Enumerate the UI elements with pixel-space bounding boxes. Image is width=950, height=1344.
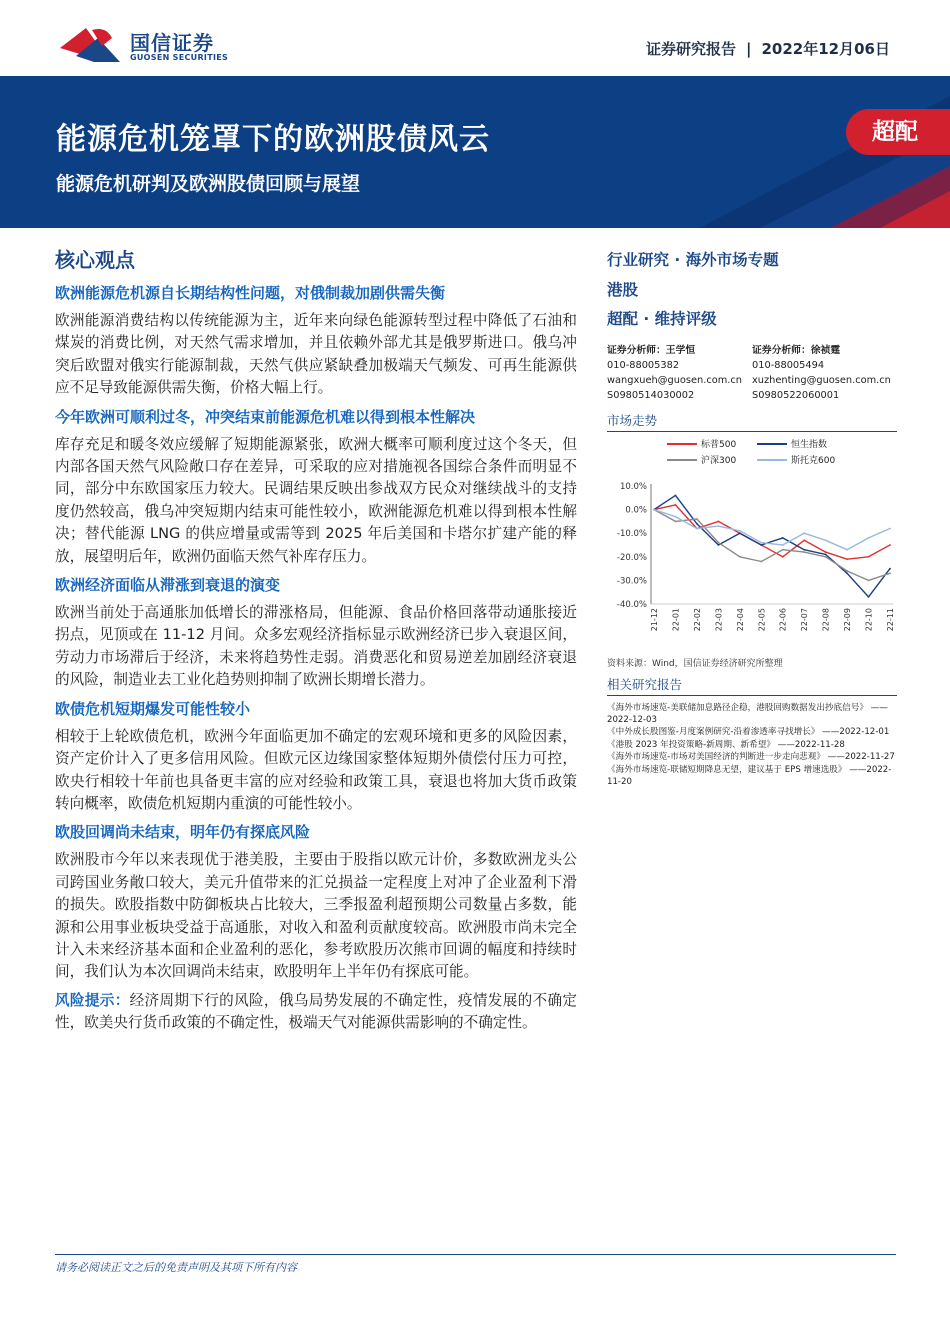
- x-tick-label: 22-07: [800, 607, 810, 631]
- analyst-name: 王学恒: [665, 344, 696, 356]
- logo-text-en: GUOSEN SECURITIES: [130, 53, 229, 62]
- y-tick-label: 0.0%: [625, 505, 647, 516]
- data-point: [782, 537, 784, 539]
- data-point: [846, 548, 848, 550]
- related-reports-title: 相关研究报告: [607, 675, 897, 696]
- related-report-item[interactable]: 《海外市场速览-联储短期降息无望，建议基于 EPS 增速选股》 ——2022-11-20: [607, 764, 892, 787]
- data-point: [889, 567, 891, 569]
- data-point: [868, 555, 870, 557]
- legend-label: 恒生指数: [791, 439, 828, 450]
- data-point: [868, 537, 870, 539]
- analyst-phone: 010-88005382: [607, 359, 680, 371]
- legend-label: 沪深300: [701, 455, 737, 466]
- data-point: [717, 544, 719, 546]
- data-point: [846, 570, 848, 572]
- analyst-phone: 010-88005494: [752, 359, 825, 371]
- x-tick-label: 22-04: [735, 607, 745, 631]
- core-title: 核心观点: [55, 248, 135, 272]
- core-viewpoints: [55, 244, 577, 1041]
- data-point: [760, 541, 762, 543]
- section-heading: 今年欧洲可顺利过冬，冲突结束前能源危机难以得到根本性解决: [55, 407, 476, 426]
- rating-badge: 超配: [846, 109, 950, 155]
- data-point: [889, 544, 891, 546]
- data-point: [846, 572, 848, 574]
- data-point: [739, 555, 741, 557]
- analyst-cert: S0980514030002: [607, 389, 695, 401]
- analyst-block: [607, 343, 897, 411]
- data-point: [696, 527, 698, 529]
- data-point: [696, 518, 698, 520]
- data-point: [739, 529, 741, 531]
- market-trend-title: 市场走势: [607, 411, 897, 432]
- data-point: [696, 522, 698, 524]
- data-point: [739, 532, 741, 534]
- chart-source: 资料来源：Wind，国信证券经济研究所整理: [607, 658, 783, 669]
- title-banner: [0, 76, 950, 228]
- data-point: [889, 527, 891, 529]
- market-chart: [607, 438, 897, 650]
- logo-text-cn: 国信证券: [130, 31, 214, 55]
- data-point: [675, 494, 677, 496]
- y-tick-label: 10.0%: [619, 481, 647, 492]
- analyst-label: 证券分析师：: [607, 344, 666, 356]
- data-point: [868, 596, 870, 598]
- risk-label: 风险提示：: [55, 991, 130, 1009]
- risk-warning: [55, 990, 577, 1035]
- report-type: 证券研究报告: [646, 40, 737, 58]
- data-point: [803, 551, 805, 553]
- x-tick-label: 22-03: [714, 607, 724, 631]
- y-tick-label: -30.0%: [616, 575, 647, 586]
- y-tick-label: -20.0%: [616, 552, 647, 563]
- analyst-name: 徐祯霆: [810, 344, 841, 356]
- x-tick-label: 22-08: [821, 607, 831, 631]
- industry-tag: 行业研究 · 海外市场专题: [607, 251, 779, 269]
- related-report-item[interactable]: 《海外市场速览-美联储加息路径企稳，港股回购数据发出抄底信号》 ——2022-12-03: [607, 702, 888, 725]
- x-tick-label: 21-12: [650, 607, 659, 631]
- data-point: [717, 520, 719, 522]
- x-tick-label: 22-10: [864, 607, 874, 631]
- y-tick-label: -10.0%: [616, 528, 647, 539]
- report-meta: [646, 38, 890, 59]
- data-point: [782, 555, 784, 557]
- related-report-item[interactable]: 《中外成长股图鉴-月度案例研究-沿着渗透率寻找增长》 ——2022-12-01: [607, 727, 890, 738]
- data-point: [889, 572, 891, 574]
- data-point: [675, 520, 677, 522]
- section-body: 欧洲能源消费结构以传统能源为主，近年来向绿色能源转型过程中降低了石油和煤炭的消费比例，对天然气需求增加，并且依赖外部尤其是俄罗斯进口。俄乌冲突后欧盟对俄实行能源制裁，天然气供应紧缺叠加极端天气频发、可再生能源供应不足导致能源供需失衡，价格大幅上行。: [55, 312, 577, 397]
- analyst-email[interactable]: xuzhenting@guosen.com.cn: [752, 374, 891, 386]
- company-logo: [56, 24, 231, 68]
- x-tick-label: 22-11: [886, 607, 895, 631]
- report-subtitle: 能源危机研判及欧洲股债回顾与展望: [56, 173, 361, 195]
- related-report-item[interactable]: 《海外市场速览-市场对美国经济的判断进一步走向悲观》 ——2022-11-27: [607, 752, 895, 763]
- section-heading: 欧股回调尚未结束，明年仍有探底风险: [55, 823, 311, 842]
- section-heading: 欧债危机短期爆发可能性较小: [55, 699, 251, 718]
- top-header: [0, 0, 950, 76]
- analyst-label: 证券分析师：: [752, 344, 811, 356]
- rating-tag: 超配 · 维持评级: [607, 310, 717, 328]
- data-point: [803, 539, 805, 541]
- x-tick-label: 22-05: [757, 607, 767, 631]
- analyst-cert: S0980522060001: [752, 389, 840, 401]
- related-reports-list: [607, 702, 897, 789]
- report-date: 2022年12月06日: [761, 40, 890, 58]
- section-body: 库存充足和暖冬效应缓解了短期能源紧张，欧洲大概率可顺利度过这个冬天，但内部各国天然气风险敞口存在差异，可采取的应对措施视各国综合条件而明显不同，部分中东欧国家压力较大。民调结果反映出参战双方民众对继续战斗的支持度仍然较高，俄乌冲突短期内结束可能性较小，欧洲能源危机难以得到根本性解决；替代能源 LNG 的供应增量或需等到 2025 年后美国和卡塔尔扩建产能的释放，展望明后年，欧洲仍面临天然气补库存压力。: [55, 435, 577, 565]
- section-body: 欧洲股市今年以来表现优于港美股，主要由于股指以欧元计价，多数欧洲龙头公司跨国业务敞口较大，美元升值带来的汇兑损益一定程度上对冲了企业盈利下滑的损失。欧股指数中防御板块占比较大，三季报盈利超预期公司数量占多数，能源和公用事业板块受益于高通胀，对收入和盈利贡献度较高。欧洲股市尚未完全计入未来经济基本面和企业盈利的恶化，参考欧股历次熊市回调的幅度和持续时间，我们认为本次回调尚未结束，欧股明年上半年仍有探底可能。: [55, 851, 577, 981]
- data-point: [675, 515, 677, 517]
- data-point: [825, 539, 827, 541]
- data-point: [760, 544, 762, 546]
- data-point: [825, 553, 827, 555]
- legend-label: 标普500: [701, 439, 737, 450]
- analyst-card: [607, 343, 742, 403]
- data-point: [825, 551, 827, 553]
- meta-separator: |: [746, 40, 752, 58]
- data-point: [868, 579, 870, 581]
- data-point: [675, 503, 677, 505]
- analyst-card: [752, 343, 891, 403]
- section-body: 相较于上轮欧债危机，欧洲今年面临更加不确定的宏观环境和更多的风险因素，资产定价计入了更多信用风险。但欧元区边缘国家整体短期外债偿付压力可控，欧央行相较十年前也具备更丰富的应对经验和政策工具，衰退也将加大货币政策转向概率，欧债危机短期内重演的可能性较小。: [55, 727, 577, 812]
- data-point: [846, 558, 848, 560]
- data-point: [653, 508, 655, 510]
- data-point: [803, 548, 805, 550]
- data-point: [782, 548, 784, 550]
- guosen-logo-icon: [56, 24, 126, 68]
- data-point: [717, 541, 719, 543]
- x-tick-label: 22-02: [692, 607, 702, 631]
- footer-divider: [55, 1254, 896, 1255]
- series-line-斯托克600: [654, 509, 890, 549]
- section-body: 欧洲当前处于高通胀加低增长的滞涨格局，但能源、食品价格回落带动通胀接近拐点，见顶或在 11-12 月间。众多宏观经济指标显示欧洲经济已步入衰退区间，劳动力市场滞后于经济，未来将趋势性走弱。消费恶化和贸易逆差加剧经济衰退的风险，制造业去工业化趋势则抑制了欧洲长期增长潜力。: [55, 604, 577, 689]
- risk-body: 经济周期下行的风险，俄乌局势发展的不确定性，疫情发展的不确定性，欧美央行货币政策的不确定性，极端天气对能源供需影响的不确定性。: [55, 991, 577, 1032]
- data-point: [782, 544, 784, 546]
- section-heading: 欧洲能源危机源自长期结构性问题，对俄制裁加剧供需失衡: [55, 284, 446, 302]
- y-tick-label: -40.0%: [616, 599, 647, 610]
- data-point: [825, 555, 827, 557]
- market-tag: 港股: [607, 280, 639, 299]
- x-tick-label: 22-09: [843, 607, 853, 631]
- related-report-item[interactable]: 《港股 2023 年投资策略-新周期、新希望》 ——2022-11-28: [607, 739, 845, 750]
- data-point: [803, 532, 805, 534]
- legend-label: 斯托克600: [791, 455, 836, 466]
- analyst-email[interactable]: wangxueh@guosen.com.cn: [607, 374, 742, 386]
- market-chart-svg: [607, 438, 897, 650]
- data-point: [717, 525, 719, 527]
- data-point: [760, 560, 762, 562]
- sidebar: [607, 248, 897, 788]
- report-title: 能源危机笼罩下的欧洲股债风云: [56, 122, 490, 157]
- x-tick-label: 22-06: [778, 607, 788, 631]
- x-tick-label: 22-01: [671, 607, 681, 631]
- section-heading: 欧洲经济面临从滞涨到衰退的演变: [55, 576, 281, 595]
- footer-disclaimer: 请务必阅读正文之后的免责声明及其项下所有内容: [55, 1261, 297, 1274]
